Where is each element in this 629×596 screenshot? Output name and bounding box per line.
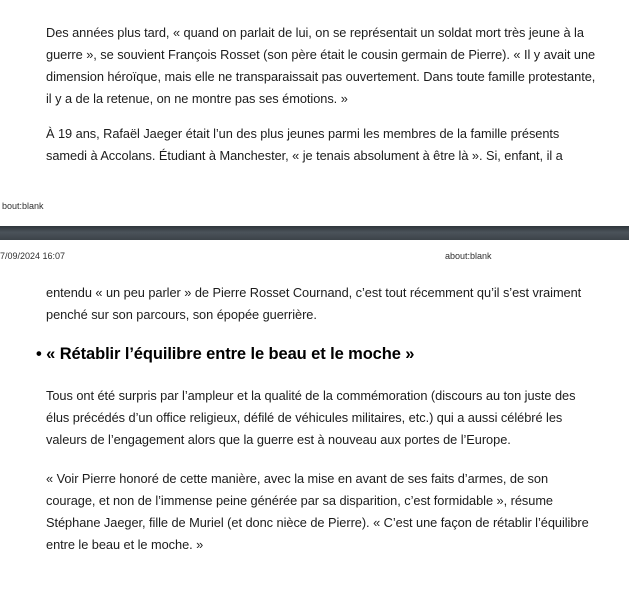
print-header-date: 7/09/2024 16:07 xyxy=(0,251,66,261)
article-paragraph: Des années plus tard, « quand on parlait de lui, on se représentait un soldat mort très jeune à la guerre », se souvient François Rosset (son père était le cousin germain de Pierre). « Il y avait une dimension héroïque, mais elle ne transparaissait pas ouvertement. Dans toute famille protestante, il y a de la retenue, on ne montre pas ses émotions. » xyxy=(46,24,596,106)
page-footer-url: bout:blank xyxy=(2,201,44,211)
section-heading: • « Rétablir l’équilibre entre le beau et le moche » xyxy=(36,344,415,363)
article-paragraph: À 19 ans, Rafaël Jaeger était l’un des plus jeunes parmi les membres de la famille présents samedi à Accolans. Étudiant à Manchester, « je tenais absolument à être là ». Si, enfant, il a xyxy=(46,125,563,163)
print-header-title: about:blank xyxy=(445,251,492,261)
page-separator-bar xyxy=(0,226,629,240)
article-paragraph: Tous ont été surpris par l’ampleur et la qualité de la commémoration (discours au ton juste des élus précédés d’un office religieux, défilé de véhicules militaires, etc.) qui a aussi célébré les valeurs de l’engagement alors que la guerre est à nouveau aux portes de l’Europe. xyxy=(46,387,576,447)
article-paragraph: entendu « un peu parler » de Pierre Rosset Cournand, c’est tout récemment qu’il s’est vraiment penché sur son parcours, son épopée guerrière. xyxy=(46,284,582,322)
article-paragraph: « Voir Pierre honoré de cette manière, avec la mise en avant de ses faits d’armes, de son courage, et non de l’immense peine générée par sa disparition, c’est formidable », résume Stéphane Jaeger, fille de Muriel (et donc nièce de Pierre). « C’est une façon de rétablir l’équilibre entre le beau et le moche. » xyxy=(46,470,589,552)
